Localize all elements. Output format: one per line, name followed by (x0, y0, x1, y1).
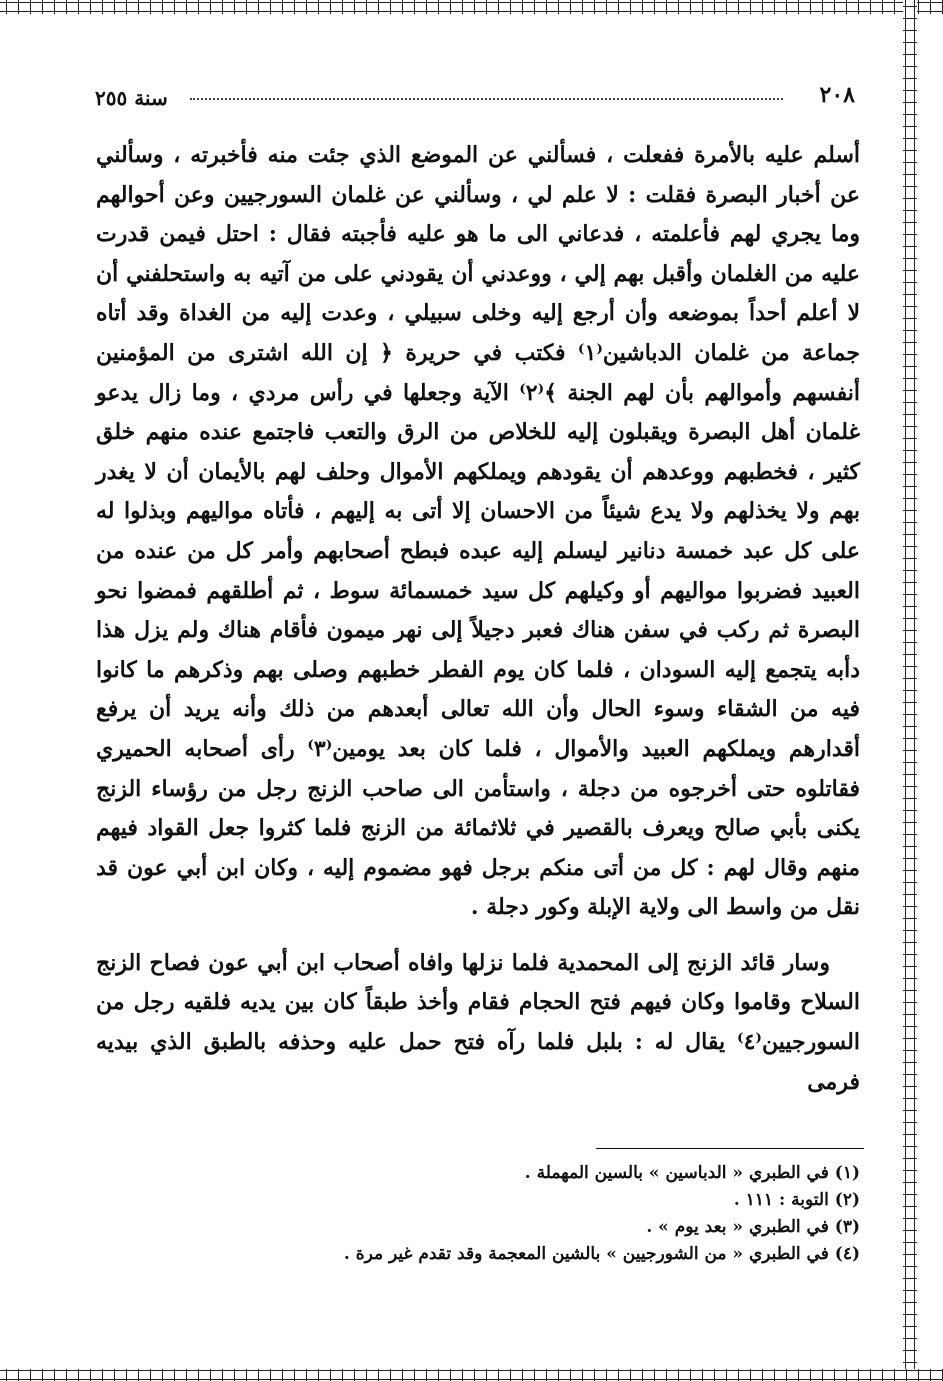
footnotes (300, 1160, 860, 1268)
footnote-separator (596, 1148, 864, 1149)
paragraph: وسار قائد الزنج إلى المحمدية فلما نزلها وافاه أصحاب ابن أبي عون فصاح الزنج السلاح وقاموا وكان فيهم فتح الحجام فقام وأخذ طبقاً كان بين يديه فلقيه رجل من السورجيين⁽٤⁾ يقال له : بلبل فلما رآه فتح حمل عليه وحذفه بالطبق الذي بيديه فرمى (96, 949, 860, 1095)
footnote: (٣) في الطبري « بعد يوم » . (646, 1217, 860, 1237)
page-header (95, 82, 855, 118)
decorative-border-right (903, 0, 917, 1381)
running-head-year: سنة ٢٥٥ (95, 86, 168, 110)
header-dotted-leader (190, 98, 783, 100)
paragraph: أسلم عليه بالأمرة ففعلت ، فسألني عن الموضع الذي جئت منه فأخبرته ، وسألني عن أخبار البصرة فقلت : لا علم لي ، وسألني عن غلمان السورجيين وعن أحوالهم وما يجري لهم فأعلمته ، فدعاني الى ما هو عليه فأجبته فقال : احتل فيمن قدرت عليه من الغلمان وأقبل بهم إلي ، ووعدني أن يقودني على من آتيه به واستحلفني أن لا أعلم أحداً بموضعه وأن أرجع إليه وخلى سبيلي ، وعدت إليه من الغداة وقد أتاه جماعة من غلمان الدباشين⁽١⁾ فكتب في حريرة ﴿ إن الله اشترى من المؤمنين أنفسهم وأموالهم بأن لهم الجنة ﴾⁽٢⁾ الآية وجعلها في رأس مردي ، وما زال يدعو غلمان أهل البصرة ويقبلون إليه للخلاص من الرق والتعب فاجتمع عنده منهم خلق كثير ، فخطبهم ووعدهم أن يقودهم ويملكهم الأموال وحلف لهم بالأيمان أن لا يغدر بهم ولا يخذلهم ولا يدع شيئاً من الاحسان إلا أتى به إليهم ، فأتاه مواليهم وبذلوا له على كل عبد خمسة دنانير ليسلم إليه عبده فبطح أصحابهم وأمر كل من عنده من العبيد فضربوا مواليهم أو وكيلهم كل سيد خمسمائة سوط ، ثم أطلقهم فمضوا نحو البصرة ثم ركب في سفن هناك فعبر دجيلاً إلى نهر ميمون فأقام هناك ولم يزل هذا دأبه يتجمع إليه السودان ، فلما كان يوم الفطر خطبهم وصلى بهم وذكرهم ما كانوا فيه من الشقاء وسوء الحال وأن الله تعالى أبعدهم من ذلك وأنه يريد أن يرفع أقدارهم ويملكهم العبيد والأموال ، فلما كان بعد يومين⁽٣⁾ رأى أصحابه الحميري فقاتلوه حتى أخرجوه من دجلة ، واستأمن الى صاحب الزنج رجل من رؤساء الزنج يكنى بأبي صالح ويعرف بالقصير في ثلاثمائة من الزنج فلما كثروا جعل القواد فيهم منهم وقال لهم : كل من أتى منكم برجل فهو مضموم إليه ، وكان ابن أبي عون قد نقل من واسط الى ولاية الإبلة وكور دجلة . (96, 142, 861, 921)
page-number: ٢٠٨ (819, 82, 855, 108)
footnote: (٢) التوبة : ١١١ . (733, 1190, 860, 1210)
footnote: (١) في الطبري « الدباسين » بالسين المهملة . (524, 1163, 860, 1183)
main-text (96, 136, 860, 1102)
footnote: (٤) في الطبري « من الشورجيين » بالشين المعجمة وقد تقدم غير مرة . (343, 1244, 860, 1264)
decorative-border-top (0, 0, 943, 14)
decorative-border-bottom (0, 1369, 943, 1381)
